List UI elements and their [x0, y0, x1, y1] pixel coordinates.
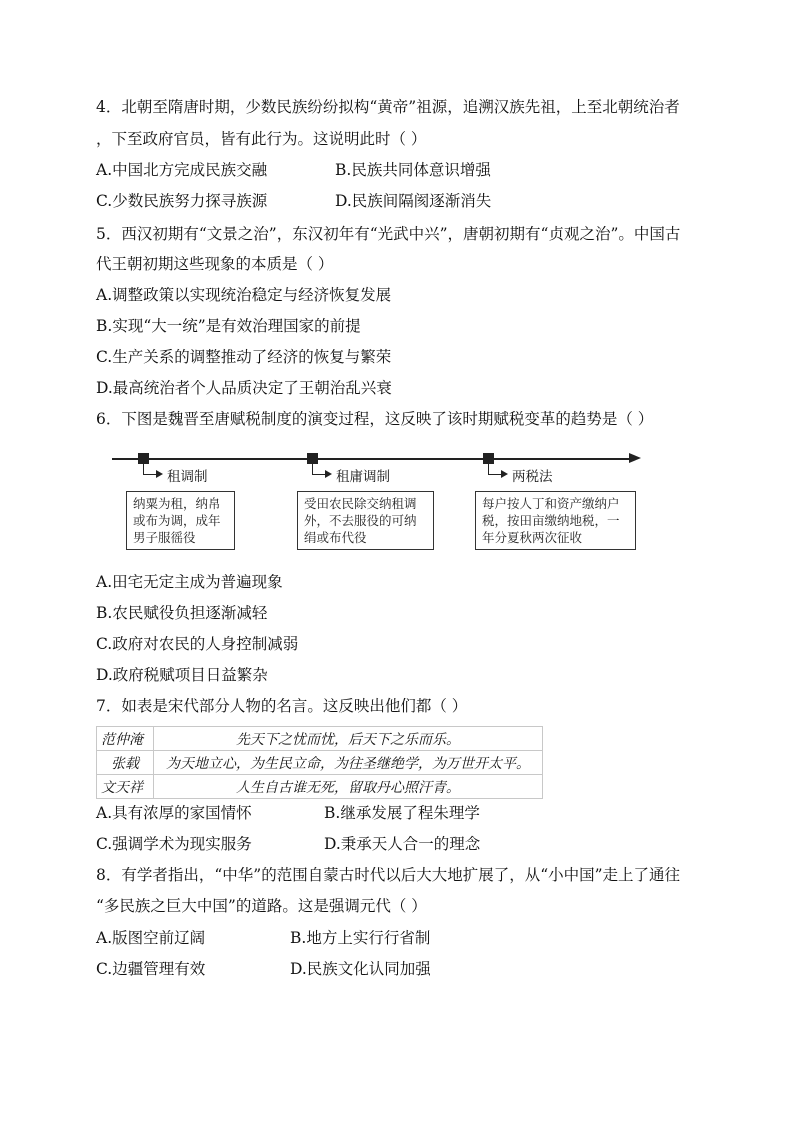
table-row	[97, 727, 543, 751]
timeline-node-2-arrow-icon	[325, 470, 332, 478]
q7-option-d: D.秉承天人合一的理念	[324, 835, 481, 853]
q4-option-d: D.民族间隔阂逐渐消失	[335, 192, 492, 210]
q6-option-a: A.田宅无定主成为普遍现象	[96, 573, 283, 591]
q7-stem: 7．如表是宋代部分人物的名言。这反映出他们都（ ）	[96, 697, 468, 715]
q6-stem: 6．下图是魏晋至唐赋税制度的演变过程，这反映了该时期赋税变革的趋势是（ ）	[96, 410, 654, 428]
q5-option-d: D.最高统治者个人品质决定了王朝治乱兴衰	[96, 379, 392, 397]
table-row	[97, 775, 543, 799]
q4-option-c: C.少数民族努力探寻族源	[96, 192, 268, 210]
q5-option-b: B.实现“大一统”是有效治理国家的前提	[96, 317, 361, 335]
timeline-node-1-arrow-icon	[156, 470, 163, 478]
q4-stem-line1: 4．北朝至隋唐时期，少数民族纷纷拟构“黄帝”祖源，追溯汉族先祖，上至北朝统治者	[96, 98, 680, 116]
timeline-desc-2: 受田农民除交纳租调外，不去服役的可纳绢或布代役	[297, 491, 434, 550]
timeline-node-3-connector	[488, 474, 502, 475]
timeline-axis	[112, 458, 632, 460]
timeline-label-1: 租调制	[167, 469, 208, 485]
q8-option-d: D.民族文化认同加强	[290, 960, 431, 978]
timeline-node-1	[138, 453, 149, 464]
timeline-label-3: 两税法	[512, 469, 553, 485]
q7-option-b: B.继承发展了程朱理学	[324, 804, 480, 822]
table-row	[97, 751, 543, 775]
q5-stem-line2: 代王朝初期这些现象的本质是（ ）	[96, 255, 334, 273]
q6-option-d: D.政府税赋项目日益繁杂	[96, 666, 268, 684]
timeline-node-1-connector	[143, 474, 157, 475]
q8-option-b: B.地方上实行行省制	[290, 929, 431, 947]
person-name: 文天祥	[97, 775, 154, 799]
timeline-node-3-arrow-icon	[501, 470, 508, 478]
tax-system-timeline	[112, 450, 652, 560]
person-name: 张载	[97, 751, 154, 775]
timeline-desc-3: 每户按人丁和资产缴纳户税，按田亩缴纳地税，一年分夏秋两次征收	[475, 491, 636, 550]
song-quotes-table	[96, 726, 543, 799]
q5-stem-line1: 5．西汉初期有“文景之治”，东汉初年有“光武中兴”，唐朝初期有“贞观之治”。中国古	[96, 225, 681, 243]
quote-text: 为天地立心，为生民立命，为往圣继绝学，为万世开太平。	[154, 751, 543, 775]
q5-option-c: C.生产关系的调整推动了经济的恢复与繁荣	[96, 348, 392, 366]
timeline-arrowhead	[629, 453, 641, 463]
timeline-desc-1: 纳粟为租，纳帛或布为调，成年男子服徭役	[126, 491, 235, 550]
timeline-node-2	[307, 453, 318, 464]
q8-stem-line2: “多民族之巨大中国”的道路。这是强调元代（ ）	[96, 897, 427, 915]
q4-stem-line2: ，下至政府官员，皆有此行为。这说明此时（ ）	[96, 130, 427, 148]
person-name: 范仲淹	[97, 727, 154, 751]
quote-text: 先天下之忧而忧，后天下之乐而乐。	[154, 727, 543, 751]
q5-option-a: A.调整政策以实现统治稳定与经济恢复发展	[96, 286, 392, 304]
q6-option-b: B.农民赋役负担逐渐减轻	[96, 604, 268, 622]
q7-option-c: C.强调学术为现实服务	[96, 835, 252, 853]
timeline-node-2-connector	[312, 474, 326, 475]
q8-stem-line1: 8．有学者指出，“中华”的范围自蒙古时代以后大大地扩展了，从“小中国”走上了通往	[96, 866, 681, 884]
timeline-node-3	[483, 453, 494, 464]
q8-option-c: C.边疆管理有效	[96, 960, 206, 978]
q8-option-a: A.版图空前辽阔	[96, 929, 206, 947]
q6-option-c: C.政府对农民的人身控制减弱	[96, 635, 299, 653]
quote-text: 人生自古谁无死，留取丹心照汗青。	[154, 775, 543, 799]
timeline-label-2: 租庸调制	[336, 469, 390, 485]
q7-option-a: A.具有浓厚的家国情怀	[96, 804, 252, 822]
q4-option-b: B.民族共同体意识增强	[335, 161, 491, 179]
q4-option-a: A.中国北方完成民族交融	[96, 161, 268, 179]
